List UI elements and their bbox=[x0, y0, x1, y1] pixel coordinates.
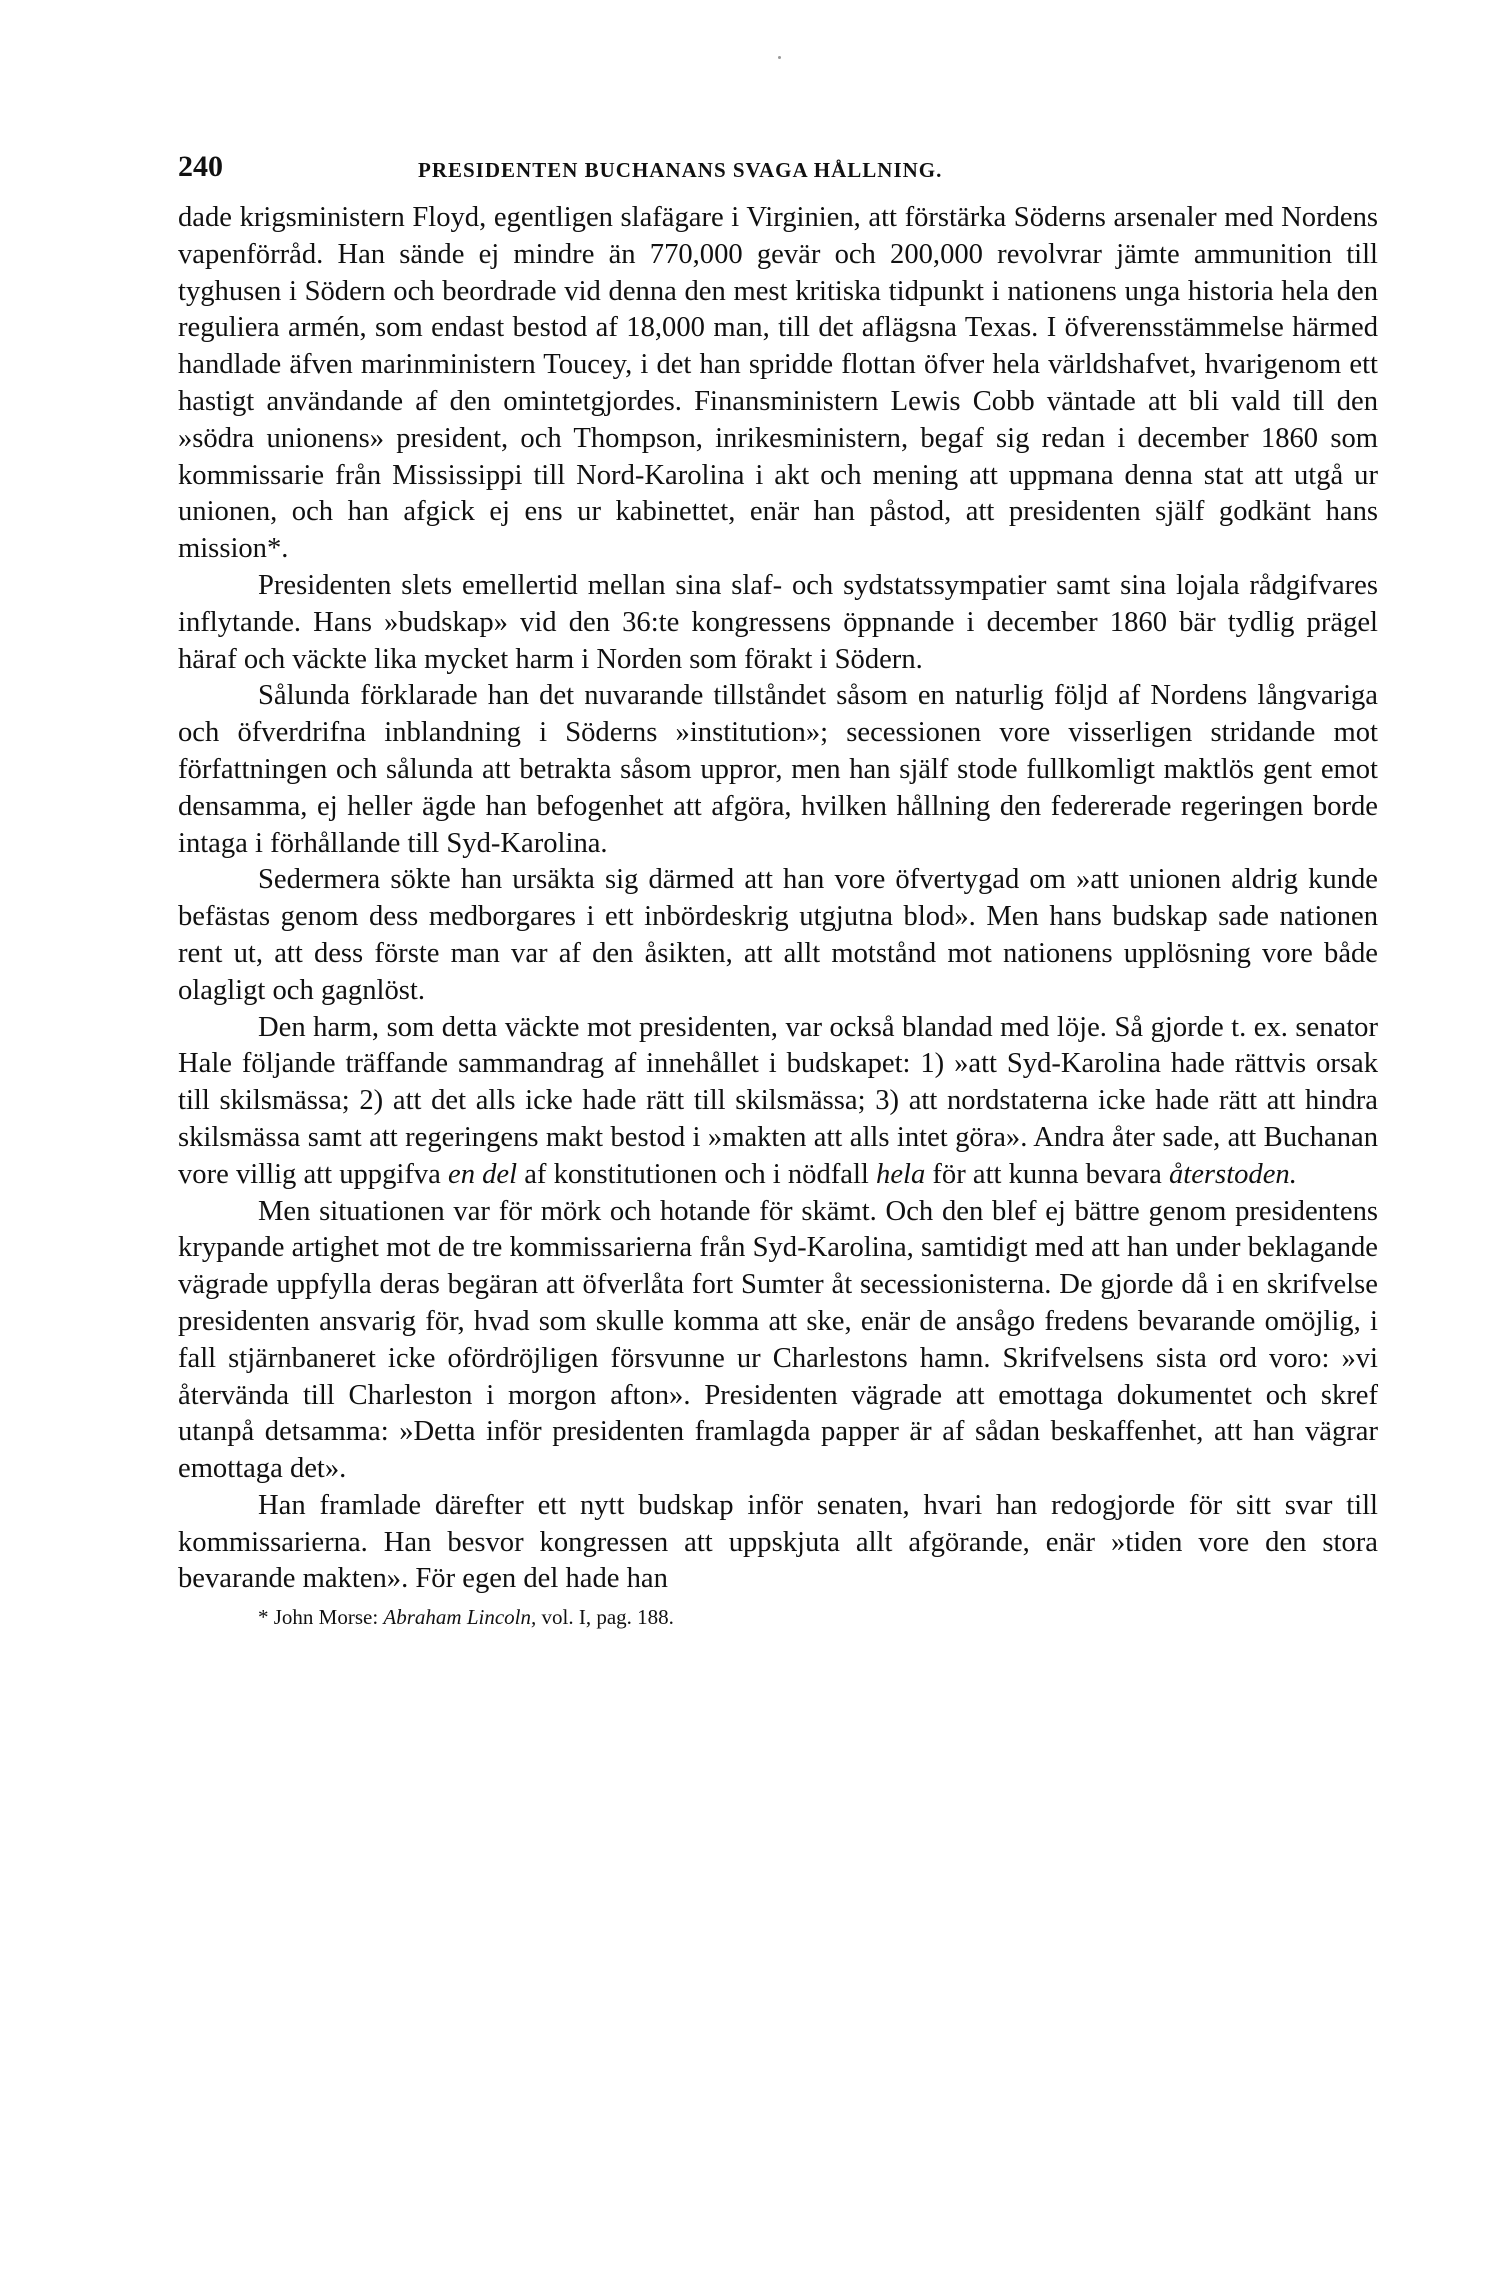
book-page bbox=[178, 150, 1378, 1630]
footnote bbox=[178, 1604, 1378, 1630]
paragraph bbox=[178, 568, 1378, 678]
paragraph bbox=[178, 1488, 1378, 1598]
italic-text: återstoden. bbox=[1169, 1158, 1297, 1190]
text-segment: af konstitutionen och i nödfall bbox=[517, 1158, 877, 1190]
footnote-author: John Morse: bbox=[273, 1605, 379, 1630]
paragraph bbox=[178, 862, 1378, 1009]
footnote-reference: vol. I, pag. 188. bbox=[541, 1605, 674, 1630]
text-segment: Sålunda förklarade han det nuvarande tillståndet såsom en naturlig följd af Nordens långvariga och öfverdrifna inblandning i Söderns »institution»; secessionen vore visserligen stridande mot författningen och sålunda att betrakta såsom uppror, men han själf stode fullkomligt maktlös gent emot densamma, ej heller ägde han befogenhet att afgöra, hvilken hållning den federerade regeringen borde intaga i förhållande till Syd-Karolina. bbox=[178, 680, 1378, 859]
text-segment: Presidenten slets emellertid mellan sina slaf- och sydstatssympatier samt sina lojala rådgifvares inflytande. Hans »budskap» vid den 36:te kongressens öppnande i december 1860 bär tydlig prägel häraf och väckte lika mycket harm i Norden som förakt i Södern. bbox=[178, 569, 1378, 675]
footnote-marker: * bbox=[258, 1605, 269, 1630]
stray-mark bbox=[778, 56, 781, 59]
footnote-title: Abraham Lincoln, bbox=[383, 1605, 537, 1630]
italic-text: en del bbox=[448, 1158, 518, 1190]
text-segment: för att kunna bevara bbox=[925, 1158, 1169, 1190]
text-segment: Han framlade därefter ett nytt budskap inför senaten, hvari han redogjorde för sitt svar till kommissarierna. Han besvor kongressen att uppskjuta allt afgörande, enär »tiden vore den stora bevarande makten». För egen del hade han bbox=[178, 1489, 1378, 1595]
paragraph bbox=[178, 200, 1378, 568]
page-number: 240 bbox=[178, 150, 223, 183]
paragraph bbox=[178, 1194, 1378, 1488]
text-segment: Sedermera sökte han ursäkta sig därmed att han vore öfvertygad om »att unionen aldrig kunde befästas genom dess medborgares i ett inbördeskrig utgjutna blod». Men hans budskap sade nationen rent ut, att dess förste man var af den åsikten, att allt motstånd mot nationens upplösning vore både olagligt och gagnlöst. bbox=[178, 864, 1378, 1006]
text-segment: Den harm, som detta väckte mot presidenten, var också blandad med löje. Så gjorde t. ex. senator Hale följande träffande sammandrag af innehållet i budskapet: 1) »att Syd-Karolina hade rättvis orsak till skilsmässa; 2) att det alls icke hade rätt till skilsmässa; 3) att nordstaterna icke hade rätt att hindra skilsmässa samt att regeringens makt bestod i »makten att alls intet göra». Andra åter sade, att Buchanan vore villig att uppgifva bbox=[178, 1011, 1378, 1190]
paragraph bbox=[178, 678, 1378, 862]
body-text bbox=[178, 200, 1378, 1598]
italic-text: hela bbox=[876, 1158, 926, 1190]
paragraph bbox=[178, 1010, 1378, 1194]
text-segment: dade krigsministern Floyd, egentligen slafägare i Virginien, att förstärka Söderns arsenaler med Nordens vapenförråd. Han sände ej mindre än 770,000 gevär och 200,000 revolvrar jämte ammunition till tyghusen i Södern och beordrade vid denna den mest kritiska tidpunkt i nationens unga historia hela den reguliera armén, som endast bestod af 18,000 man, till det aflägsna Texas. I öfverensstämmelse härmed handlade äfven marinministern Toucey, i det han spridde flottan öfver hela världshafvet, hvarigenom ett hastigt användande af den omintetgjordes. Finansministern Lewis Cobb väntade att bli vald till den »södra unionens» president, och Thompson, inrikesministern, begaf sig redan i december 1860 som kommissarie från Mississippi till Nord-Karolina i akt och mening att uppmana denna stat att utgå ur unionen, och han afgick ej ens ur kabinettet, enär han påstod, att presidenten själf godkänt hans mission*. bbox=[178, 202, 1378, 565]
running-title: PRESIDENTEN BUCHANANS SVAGA HÅLLNING. bbox=[418, 158, 943, 182]
running-head bbox=[178, 150, 1378, 194]
text-segment: Men situationen var för mörk och hotande för skämt. Och den blef ej bättre genom presidentens krypande artighet mot de tre kommissarierna från Syd-Karolina, samtidigt med att han under beklagande vägrade uppfylla deras begäran att öfverlåta fort Sumter åt secessionisterna. De gjorde då i en skrifvelse presidenten ansvarig för, hvad som skulle komma att ske, enär de ansågo fredens bevarande omöjlig, i fall stjärnbaneret icke ofördröjligen försvunne ur Charlestons hamn. Skrifvelsens sista ord voro: »vi återvända till Charleston i morgon afton». Presidenten vägrade att emottaga dokumentet och skref utanpå detsamma: »Detta inför presidenten framlagda papper är af sådan beskaffenhet, att han vägrar emottaga det». bbox=[178, 1195, 1378, 1485]
